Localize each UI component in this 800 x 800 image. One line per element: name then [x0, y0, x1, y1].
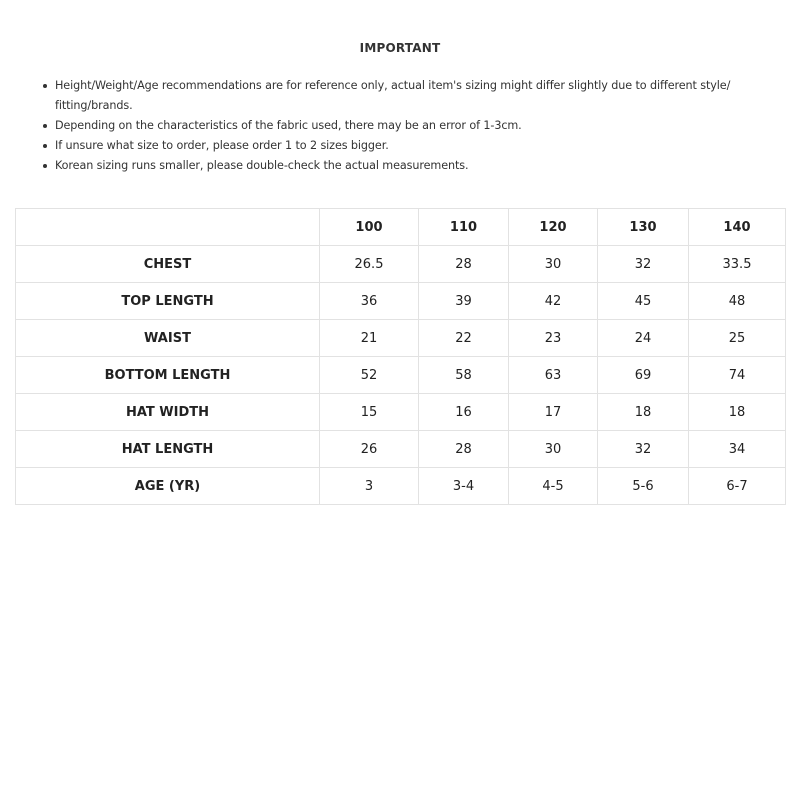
table-cell: 48 [689, 283, 786, 320]
table-cell: 28 [419, 431, 509, 468]
table-cell: 45 [598, 283, 689, 320]
table-cell: 74 [689, 357, 786, 394]
table-cell: 15 [320, 394, 419, 431]
row-label: HAT WIDTH [16, 394, 320, 431]
table-cell: 42 [509, 283, 598, 320]
table-header-row [16, 209, 786, 246]
table-cell: 32 [598, 431, 689, 468]
table-cell: 32 [598, 246, 689, 283]
table-cell: 33.5 [689, 246, 786, 283]
note-item: If unsure what size to order, please order 1 to 2 sizes bigger. [40, 136, 780, 156]
table-cell: 30 [509, 431, 598, 468]
note-item: Height/Weight/Age recommendations are for reference only, actual item's sizing might differ slightly due to different style/ fitting/brands. [40, 76, 780, 116]
table-row [16, 431, 786, 468]
table-cell: 3-4 [419, 468, 509, 505]
table-cell: 26.5 [320, 246, 419, 283]
table-cell: 5-6 [598, 468, 689, 505]
table-cell: 36 [320, 283, 419, 320]
row-label: WAIST [16, 320, 320, 357]
size-header: 100 [320, 209, 419, 246]
table-row [16, 357, 786, 394]
table-row [16, 246, 786, 283]
table-cell: 52 [320, 357, 419, 394]
table-row [16, 320, 786, 357]
size-header: 110 [419, 209, 509, 246]
table-cell: 58 [419, 357, 509, 394]
row-label: HAT LENGTH [16, 431, 320, 468]
table-cell: 3 [320, 468, 419, 505]
table-cell: 69 [598, 357, 689, 394]
size-chart-table [15, 208, 786, 505]
important-notes-list [40, 76, 780, 176]
size-header: 140 [689, 209, 786, 246]
table-cell: 21 [320, 320, 419, 357]
table-cell: 63 [509, 357, 598, 394]
table-cell: 22 [419, 320, 509, 357]
table-row [16, 468, 786, 505]
table-cell: 30 [509, 246, 598, 283]
table-cell: 28 [419, 246, 509, 283]
size-header: 130 [598, 209, 689, 246]
table-cell: 6-7 [689, 468, 786, 505]
table-cell: 4-5 [509, 468, 598, 505]
table-cell: 39 [419, 283, 509, 320]
size-header: 120 [509, 209, 598, 246]
table-cell: 24 [598, 320, 689, 357]
note-item: Depending on the characteristics of the fabric used, there may be an error of 1-3cm. [40, 116, 780, 136]
table-cell: 26 [320, 431, 419, 468]
table-cell: 34 [689, 431, 786, 468]
row-label: BOTTOM LENGTH [16, 357, 320, 394]
table-cell: 16 [419, 394, 509, 431]
table-row [16, 394, 786, 431]
table-cell: 18 [689, 394, 786, 431]
table-cell: 17 [509, 394, 598, 431]
table-cell: 25 [689, 320, 786, 357]
row-label: AGE (YR) [16, 468, 320, 505]
table-row [16, 283, 786, 320]
page-title: IMPORTANT [359, 41, 441, 55]
table-cell: 23 [509, 320, 598, 357]
table-corner-cell [16, 209, 320, 246]
row-label: CHEST [16, 246, 320, 283]
table-cell: 18 [598, 394, 689, 431]
note-item: Korean sizing runs smaller, please double-check the actual measurements. [40, 156, 780, 176]
row-label: TOP LENGTH [16, 283, 320, 320]
